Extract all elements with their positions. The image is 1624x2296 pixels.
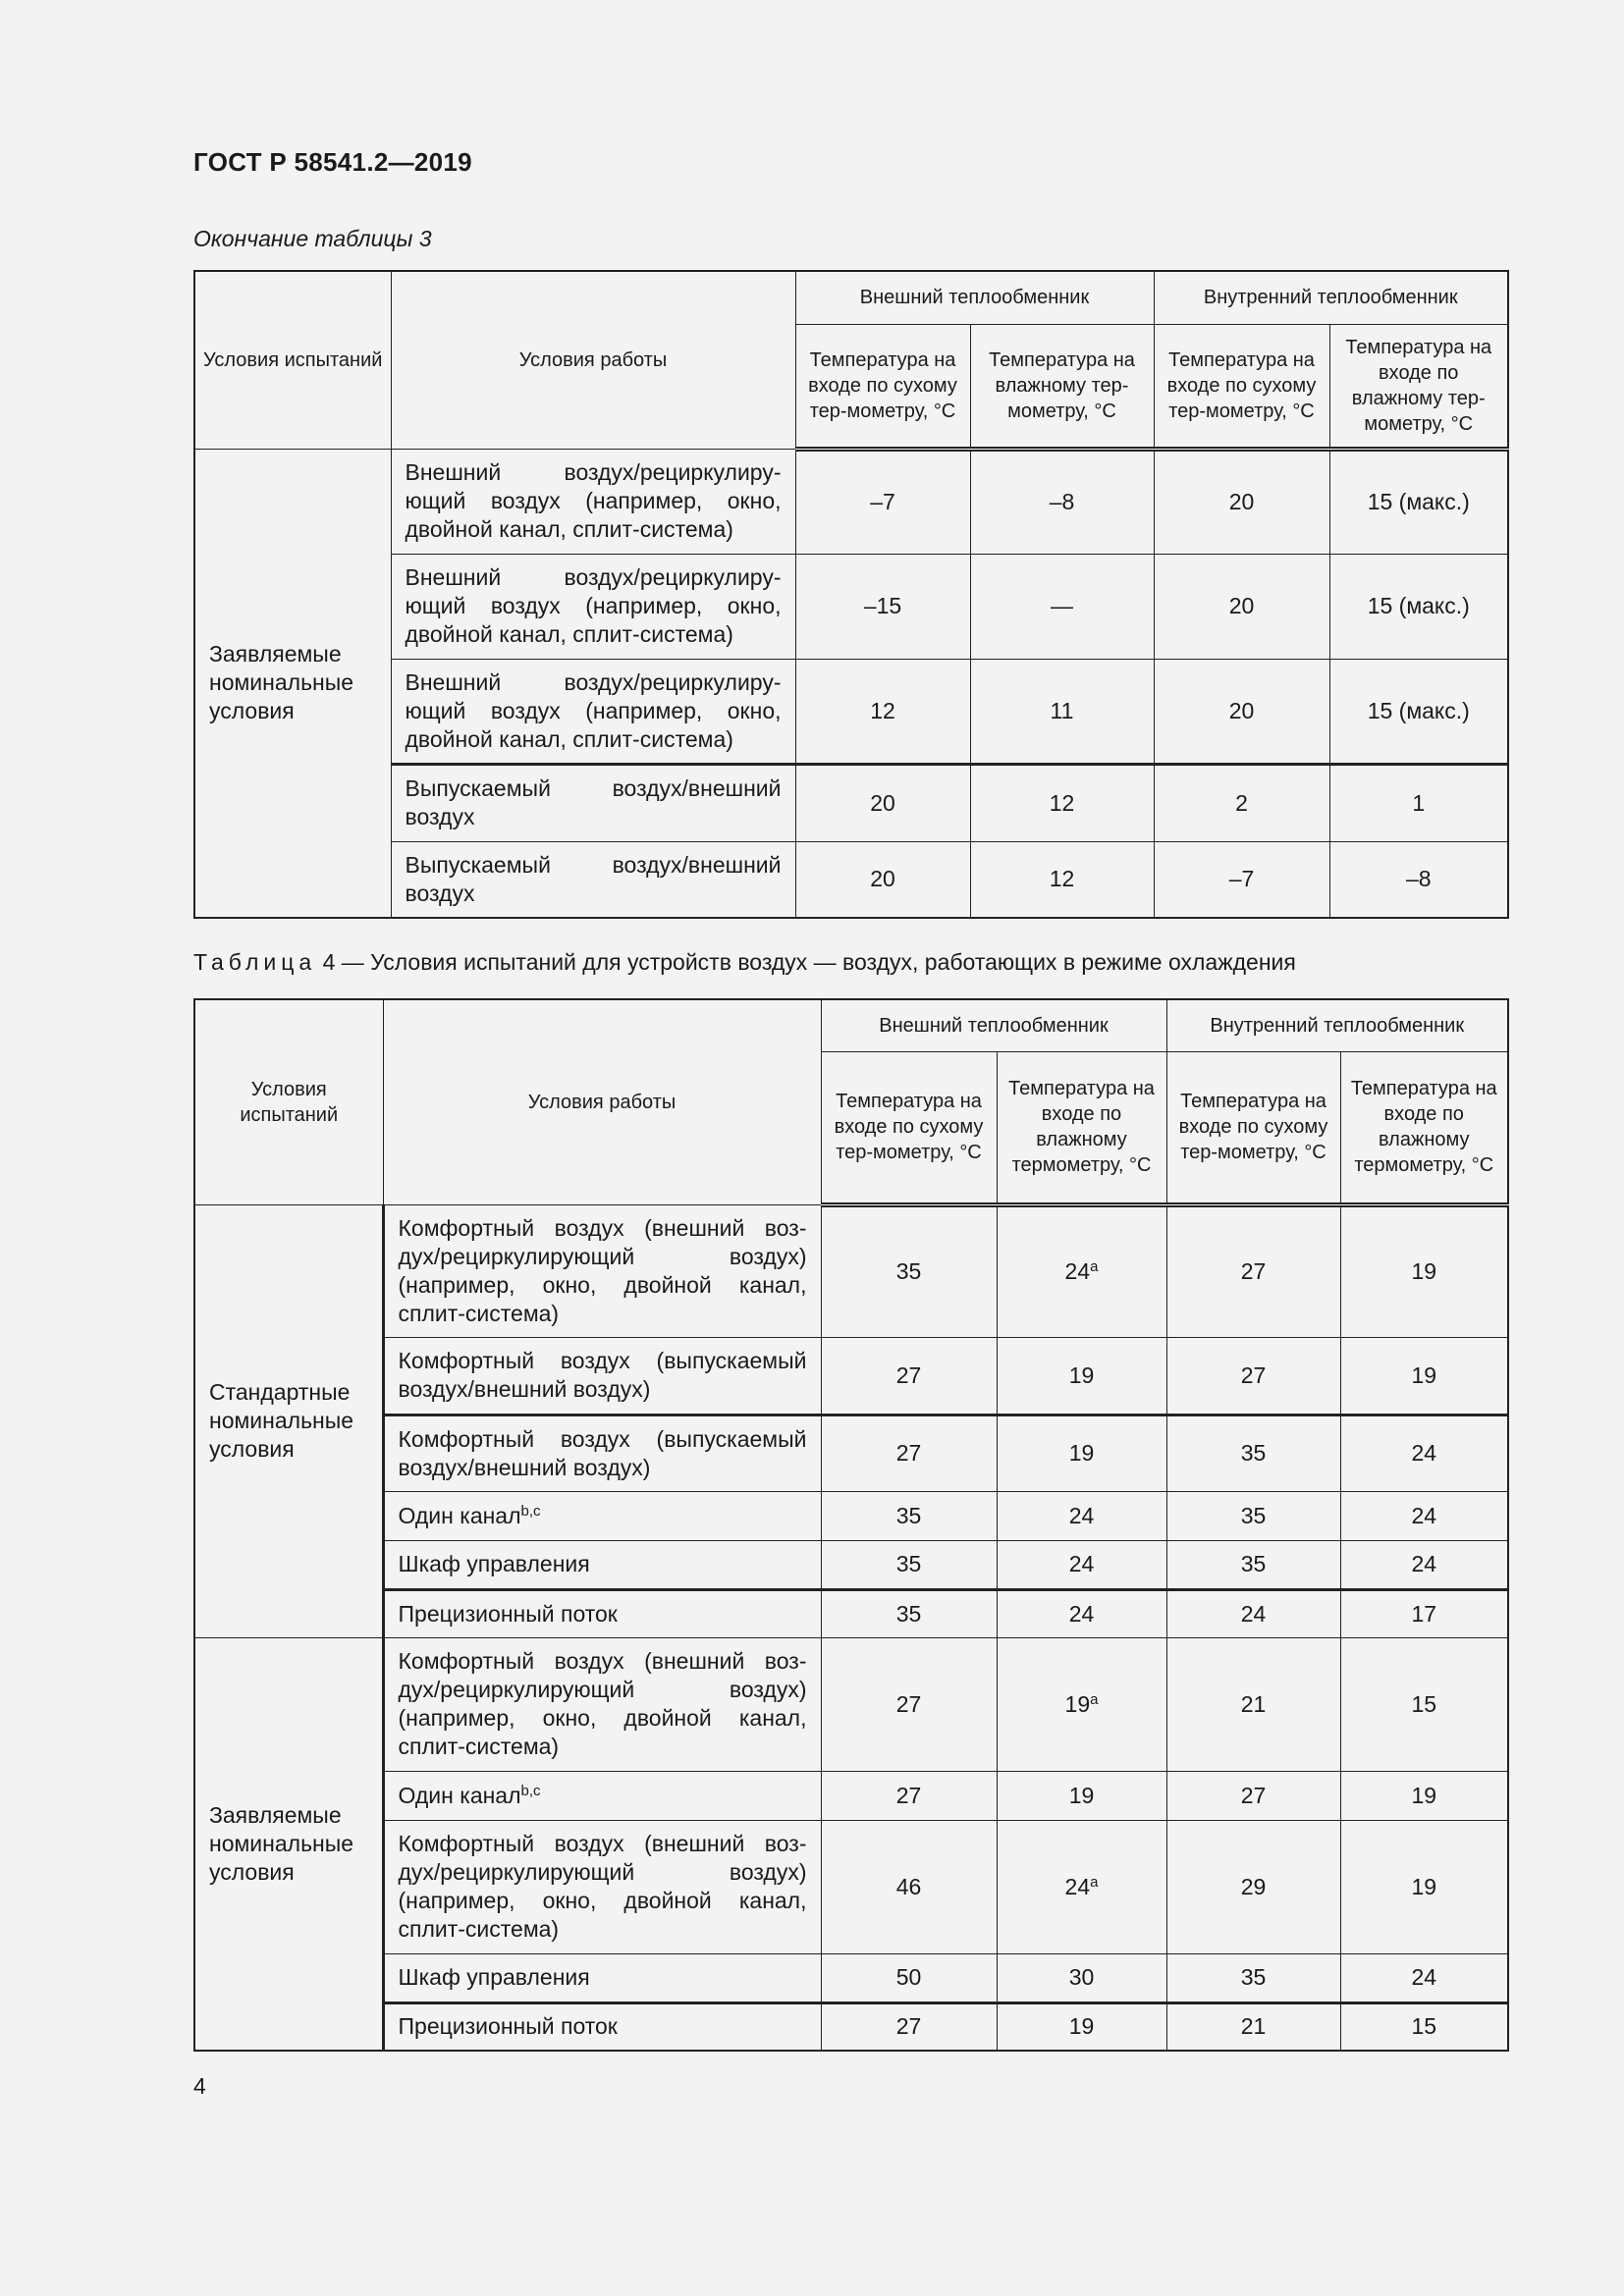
header-indoor-exchanger: Внутренний теплообменник bbox=[1166, 999, 1508, 1051]
table-row bbox=[194, 1637, 1508, 1771]
table-4 bbox=[193, 998, 1509, 2052]
value-cell: 27 bbox=[1166, 1204, 1340, 1337]
value-cell: 24 bbox=[997, 1491, 1166, 1540]
value-cell: 27 bbox=[821, 1415, 997, 1491]
value-cell: 17 bbox=[1340, 1589, 1508, 1637]
operating-condition-cell: Внешний воздух/рециркулиру-ющий воздух (например, окно, двойной канал, сплит-система) bbox=[391, 449, 795, 554]
operating-condition-cell: Один канал$^{b,c}$ bbox=[383, 1771, 821, 1820]
value-cell: 2 bbox=[1154, 764, 1329, 841]
value-cell: 20 bbox=[795, 764, 970, 841]
table-row bbox=[194, 1540, 1508, 1589]
value-cell: 24 bbox=[997, 1540, 1166, 1589]
value-cell: 29 bbox=[1166, 1820, 1340, 1953]
value-cell: 35 bbox=[821, 1540, 997, 1589]
table-row bbox=[194, 1491, 1508, 1540]
value-cell: –8 bbox=[970, 449, 1154, 554]
operating-condition-cell: Внешний воздух/рециркулиру-ющий воздух (например, окно, двойной канал, сплит-система) bbox=[391, 554, 795, 659]
footnote-ref: b,c bbox=[520, 1782, 541, 1799]
value-cell: 19 bbox=[997, 1415, 1166, 1491]
table-row bbox=[194, 1204, 1508, 1337]
table-row bbox=[194, 1771, 1508, 1820]
value-cell: 19 bbox=[1340, 1337, 1508, 1415]
value-cell: 27 bbox=[821, 1637, 997, 1771]
group-declared-conditions: Заявляемые номинальные условия bbox=[194, 1637, 383, 2051]
header-wet-bulb-outdoor: Температура на входе по влажному термометру, °C bbox=[997, 1051, 1166, 1204]
value-cell: 21 bbox=[1166, 2002, 1340, 2051]
value-cell: 35 bbox=[1166, 1491, 1340, 1540]
footnote-ref: a bbox=[1090, 1873, 1099, 1891]
value-cell: 27 bbox=[1166, 1337, 1340, 1415]
header-wet-bulb-indoor: Температура на входе по влажному тер-мометру, °C bbox=[1329, 324, 1508, 449]
value-cell: 24 bbox=[1340, 1953, 1508, 2002]
table-row bbox=[194, 764, 1508, 841]
operating-condition-cell: Прецизионный поток bbox=[383, 2002, 821, 2051]
value-cell: — bbox=[970, 554, 1154, 659]
value-cell: 20 bbox=[795, 841, 970, 918]
value-cell: 24 bbox=[1166, 1589, 1340, 1637]
operating-condition-cell: Внешний воздух/рециркулиру-ющий воздух (например, окно, двойной канал, сплит-система) bbox=[391, 659, 795, 764]
table3-continuation-caption: Окончание таблицы 3 bbox=[193, 226, 432, 251]
value-cell: 24 bbox=[1340, 1540, 1508, 1589]
value-cell: 24 bbox=[1340, 1491, 1508, 1540]
header-indoor-exchanger: Внутренний теплообменник bbox=[1154, 271, 1508, 324]
value-cell: 35 bbox=[1166, 1540, 1340, 1589]
group-declared-conditions: Заявляемые номинальные условия bbox=[194, 449, 391, 918]
table4-caption-text: 4 — Условия испытаний для устройств воздух — воздух, работающих в режиме охлаждения bbox=[316, 949, 1296, 975]
document-designation: ГОСТ Р 58541.2—2019 bbox=[193, 147, 472, 177]
table4-caption-label: Таблица bbox=[193, 949, 317, 975]
value-cell: 30 bbox=[997, 1953, 1166, 2002]
value-cell: 35 bbox=[821, 1204, 997, 1337]
value-cell: 19 bbox=[997, 2002, 1166, 2051]
value-cell: 19$^a$ bbox=[997, 1637, 1166, 1771]
footnote-ref: a bbox=[1090, 1258, 1099, 1275]
header-outdoor-exchanger: Внешний теплообменник bbox=[795, 271, 1154, 324]
table-row bbox=[194, 554, 1508, 659]
value-cell: 12 bbox=[970, 841, 1154, 918]
header-dry-bulb-indoor: Температура на входе по сухому тер-мометру, °C bbox=[1166, 1051, 1340, 1204]
table-row bbox=[194, 449, 1508, 554]
header-dry-bulb-indoor: Температура на входе по сухому тер-мометру, °C bbox=[1154, 324, 1329, 449]
table-row bbox=[194, 1337, 1508, 1415]
value-cell: 24$^a$ bbox=[997, 1204, 1166, 1337]
value-cell: 35 bbox=[1166, 1953, 1340, 2002]
value-cell: 27 bbox=[821, 1337, 997, 1415]
group-standard-conditions: Стандартные номинальные условия bbox=[194, 1204, 383, 1637]
value-cell: 24 bbox=[997, 1589, 1166, 1637]
value-cell: 15 bbox=[1340, 2002, 1508, 2051]
operating-condition-cell: Комфортный воздух (выпускаемый воздух/внешний воздух) bbox=[383, 1337, 821, 1415]
operating-condition-cell: Шкаф управления bbox=[383, 1540, 821, 1589]
value-cell: 35 bbox=[821, 1589, 997, 1637]
value-cell: 46 bbox=[821, 1820, 997, 1953]
table-row bbox=[194, 1589, 1508, 1637]
value-cell: 1 bbox=[1329, 764, 1508, 841]
footnote-ref: a bbox=[1090, 1690, 1099, 1708]
header-outdoor-exchanger: Внешний теплообменник bbox=[821, 999, 1166, 1051]
value-cell: 12 bbox=[970, 764, 1154, 841]
header-operating-conditions: Условия работы bbox=[391, 271, 795, 449]
operating-condition-cell: Комфортный воздух (внешний воз-дух/рециркулирующий воздух) (например, окно, двойной канал, сплит-система) bbox=[383, 1820, 821, 1953]
table-3 bbox=[193, 270, 1509, 919]
value-cell: 27 bbox=[821, 2002, 997, 2051]
value-cell: 24$^a$ bbox=[997, 1820, 1166, 1953]
value-cell: 20 bbox=[1154, 449, 1329, 554]
value-cell: 21 bbox=[1166, 1637, 1340, 1771]
value-cell: 11 bbox=[970, 659, 1154, 764]
value-cell: 19 bbox=[1340, 1204, 1508, 1337]
table-row bbox=[194, 1820, 1508, 1953]
table-row bbox=[194, 1953, 1508, 2002]
value-cell: –15 bbox=[795, 554, 970, 659]
value-cell: 27 bbox=[821, 1771, 997, 1820]
table-row bbox=[194, 659, 1508, 764]
value-cell: 50 bbox=[821, 1953, 997, 2002]
value-cell: –8 bbox=[1329, 841, 1508, 918]
table-row bbox=[194, 1415, 1508, 1491]
value-cell: 27 bbox=[1166, 1771, 1340, 1820]
table4-caption bbox=[193, 949, 1296, 976]
table-row bbox=[194, 841, 1508, 918]
header-wet-bulb-indoor: Температура на входе по влажному термометру, °C bbox=[1340, 1051, 1508, 1204]
operating-condition-cell: Выпускаемый воздух/внешний воздух bbox=[391, 764, 795, 841]
header-operating-conditions: Условия работы bbox=[383, 999, 821, 1204]
value-cell: –7 bbox=[795, 449, 970, 554]
operating-condition-cell: Комфортный воздух (выпускаемый воздух/внешний воздух) bbox=[383, 1415, 821, 1491]
value-cell: 19 bbox=[1340, 1771, 1508, 1820]
value-cell: 19 bbox=[997, 1771, 1166, 1820]
footnote-ref: b,c bbox=[520, 1502, 541, 1520]
value-cell: 12 bbox=[795, 659, 970, 764]
operating-condition-cell: Комфортный воздух (внешний воз-дух/рециркулирующий воздух) (например, окно, двойной канал, сплит-система) bbox=[383, 1204, 821, 1337]
value-cell: 35 bbox=[821, 1491, 997, 1540]
value-cell: 35 bbox=[1166, 1415, 1340, 1491]
operating-condition-cell: Выпускаемый воздух/внешний воздух bbox=[391, 841, 795, 918]
operating-condition-cell: Прецизионный поток bbox=[383, 1589, 821, 1637]
value-cell: 19 bbox=[997, 1337, 1166, 1415]
header-dry-bulb-outdoor: Температура на входе по сухому тер-мометру, °C bbox=[821, 1051, 997, 1204]
page-number: 4 bbox=[193, 2073, 206, 2099]
table-row bbox=[194, 2002, 1508, 2051]
value-cell: 15 (макс.) bbox=[1329, 554, 1508, 659]
header-test-conditions: Условия испытаний bbox=[194, 271, 391, 449]
operating-condition-cell: Один канал$^{b,c}$ bbox=[383, 1491, 821, 1540]
header-wet-bulb-outdoor: Температура на влажному тер-мометру, °C bbox=[970, 324, 1154, 449]
header-dry-bulb-outdoor: Температура на входе по сухому тер-мометру, °C bbox=[795, 324, 970, 449]
value-cell: 24 bbox=[1340, 1415, 1508, 1491]
operating-condition-cell: Шкаф управления bbox=[383, 1953, 821, 2002]
value-cell: –7 bbox=[1154, 841, 1329, 918]
value-cell: 20 bbox=[1154, 554, 1329, 659]
value-cell: 20 bbox=[1154, 659, 1329, 764]
header-test-conditions: Условия испытаний bbox=[194, 999, 383, 1204]
value-cell: 15 (макс.) bbox=[1329, 449, 1508, 554]
value-cell: 15 (макс.) bbox=[1329, 659, 1508, 764]
value-cell: 15 bbox=[1340, 1637, 1508, 1771]
operating-condition-cell: Комфортный воздух (внешний воз-дух/рециркулирующий воздух) (например, окно, двойной канал, сплит-система) bbox=[383, 1637, 821, 1771]
value-cell: 19 bbox=[1340, 1820, 1508, 1953]
